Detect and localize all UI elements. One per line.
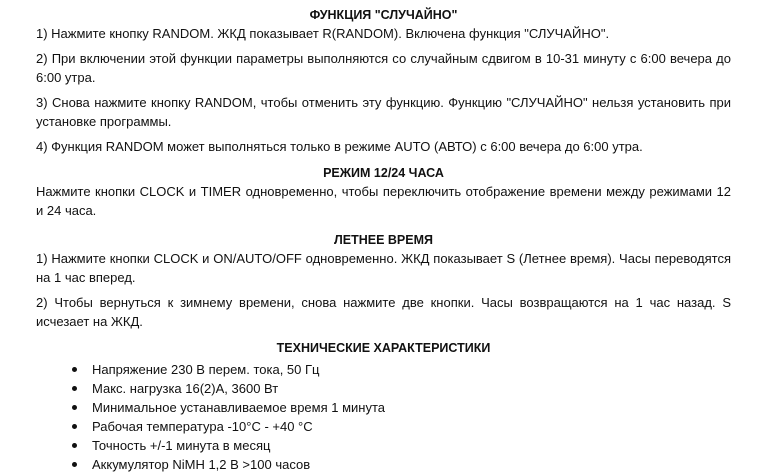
specs-list-item: [72, 417, 731, 436]
specs-list-item: [72, 360, 731, 379]
specs-list: [36, 360, 731, 474]
bullet-icon: [72, 424, 77, 429]
specs-list-item: [72, 455, 731, 474]
specs-list-item: [72, 379, 731, 398]
random-heading: ФУНКЦИЯ "СЛУЧАЙНО": [309, 8, 458, 22]
summer-time-heading: ЛЕТНЕЕ ВРЕМЯ: [333, 233, 434, 247]
summer-time-paragraph-1: 1) Нажмите кнопки CLOCK и ON/AUTO/OFF одновременно. ЖКД показывает S (Летнее время). Часы переводятся на 1 час вперед.: [36, 251, 731, 285]
bullet-icon: [72, 386, 77, 391]
bullet-icon: [72, 405, 77, 410]
specs-item-text: Рабочая температура -10°С - +40 °С: [92, 419, 313, 434]
specs-item-text: Напряжение 230 В перем. тока, 50 Гц: [92, 362, 320, 377]
specs-list-item: [72, 436, 731, 455]
specs-list-item: [72, 398, 731, 417]
bullet-icon: [72, 367, 77, 372]
summer-time-paragraph-2: 2) Чтобы вернуться к зимнему времени, снова нажмите две кнопки. Часы возвращаются на 1 час назад. S исчезает на ЖКД.: [36, 295, 731, 329]
specs-item-text: Минимальное устанавливаемое время 1 минута: [92, 400, 386, 415]
mode-12-24-heading: РЕЖИМ 12/24 ЧАСА: [323, 166, 444, 180]
mode-12-24-paragraph: Нажмите кнопки CLOCK и TIMER одновременно, чтобы переключить отображение времени между режимами 12 и 24 часа.: [36, 184, 731, 218]
random-paragraph-2: 2) При включении этой функции параметры выполняются со случайным сдвигом в 10-31 минуту с 6:00 вечера до 6:00 утра.: [36, 51, 731, 85]
random-paragraph-3: 3) Снова нажмите кнопку RANDOM, чтобы отменить эту функцию. Функцию "СЛУЧАЙНО" нельзя установить при установке программы.: [36, 95, 731, 129]
specs-item-text: Точность +/-1 минута в месяц: [92, 438, 271, 453]
specs-item-text: Макс. нагрузка 16(2)А, 3600 Вт: [92, 381, 279, 396]
random-paragraph-4: 4) Функция RANDOM может выполняться только в режиме AUTO (АВТО) с 6:00 вечера до 6:00 утра.: [36, 139, 643, 154]
specs-heading: ТЕХНИЧЕСКИЕ ХАРАКТЕРИСТИКИ: [276, 341, 491, 355]
specs-item-text: Аккумулятор NiMH 1,2 В >100 часов: [92, 457, 311, 472]
bullet-icon: [72, 462, 77, 467]
random-paragraph-1: 1) Нажмите кнопку RANDOM. ЖКД показывает R(RANDOM). Включена функция "СЛУЧАЙНО".: [36, 26, 610, 41]
